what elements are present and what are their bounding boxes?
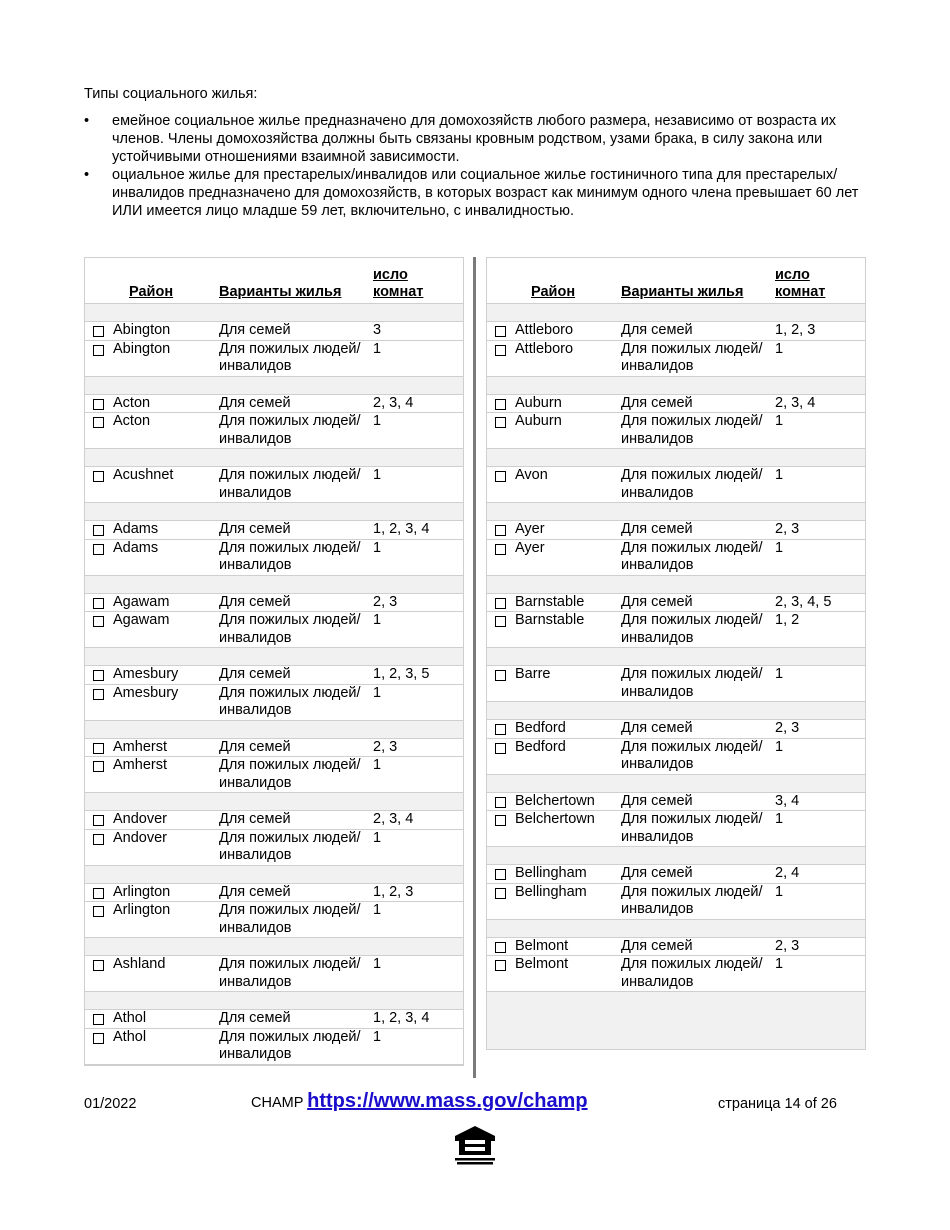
town-name: Bellingham — [515, 865, 587, 881]
district-cell — [487, 395, 621, 413]
table-row — [487, 739, 865, 775]
district-cell — [85, 341, 219, 376]
header-options: Варианты жилья — [219, 284, 342, 300]
town-name: Attleboro — [515, 340, 574, 357]
header-rooms: исло комнат — [373, 267, 424, 300]
district-cell — [487, 594, 621, 612]
table-row — [85, 685, 463, 721]
table-row — [487, 395, 865, 414]
rooms-cell: 1 — [775, 883, 784, 900]
district-cell — [85, 739, 219, 757]
row-spacer — [85, 866, 463, 884]
table-body-right — [487, 304, 865, 992]
checkbox[interactable] — [93, 399, 104, 410]
housing-type-cell: Для семей — [219, 666, 291, 682]
row-spacer — [85, 304, 463, 322]
rooms-cell: 1 — [373, 340, 382, 357]
housing-type-cell: Для пожилых людей/инвалидов — [621, 539, 763, 573]
housing-type-cell: Для семей — [219, 322, 291, 338]
rooms-cell: 2, 3, 4 — [373, 811, 414, 827]
table-row — [487, 938, 865, 957]
table-row — [85, 666, 463, 685]
district-cell — [487, 322, 621, 340]
housing-type-cell: Для пожилых людей/инвалидов — [621, 666, 763, 700]
table-row — [85, 540, 463, 576]
housing-type-cell: Для пожилых людей/инвалидов — [621, 738, 763, 772]
rooms-cell: 1 — [775, 811, 784, 827]
header-district: Район — [531, 284, 576, 300]
header-rooms: исло комнат — [775, 267, 826, 300]
checkbox[interactable] — [495, 525, 506, 536]
rooms-cell: 2, 3 — [373, 738, 398, 755]
district-cell — [85, 322, 219, 340]
rooms-cell: 1 — [373, 612, 382, 628]
checkbox[interactable] — [495, 345, 506, 356]
checkbox[interactable] — [495, 960, 506, 971]
checkbox[interactable] — [495, 616, 506, 627]
checkbox[interactable] — [93, 815, 104, 826]
checkbox[interactable] — [495, 815, 506, 826]
row-spacer — [487, 304, 865, 322]
housing-type-cell: Для семей — [621, 322, 693, 338]
champ-label: CHAMP — [251, 1095, 304, 1111]
column-divider — [473, 257, 476, 1078]
town-name: Belmont — [515, 956, 569, 972]
housing-type-cell: Для семей — [219, 883, 291, 900]
district-cell — [487, 865, 621, 883]
checkbox[interactable] — [495, 724, 506, 735]
table-row — [487, 594, 865, 613]
district-cell — [487, 612, 621, 647]
town-name: Andover — [113, 829, 168, 846]
rooms-cell: 1 — [775, 956, 784, 972]
district-cell — [487, 467, 621, 502]
table-row — [85, 757, 463, 793]
checkbox[interactable] — [93, 326, 104, 337]
housing-type-cell: Для пожилых людей/инвалидов — [621, 340, 763, 374]
table-row — [487, 666, 865, 702]
town-name: Acushnet — [113, 467, 174, 483]
district-cell — [85, 612, 219, 647]
checkbox[interactable] — [495, 417, 506, 428]
table-row — [85, 322, 463, 341]
rooms-cell: 1 — [373, 539, 382, 556]
table-row — [487, 793, 865, 812]
town-name: Bellingham — [515, 883, 587, 900]
housing-type-cell: Для пожилых людей/инвалидов — [219, 413, 361, 447]
checkbox[interactable] — [495, 869, 506, 880]
table-row — [85, 467, 463, 503]
row-spacer — [85, 377, 463, 395]
checkbox[interactable] — [495, 888, 506, 899]
checkbox[interactable] — [93, 417, 104, 428]
row-spacer — [487, 449, 865, 467]
row-spacer — [85, 648, 463, 666]
town-name: Amherst — [113, 738, 167, 755]
table-filler — [487, 992, 865, 1049]
town-name: Ayer — [515, 521, 545, 537]
town-name: Ayer — [515, 539, 545, 556]
district-cell — [85, 757, 219, 792]
town-name: Arlington — [113, 902, 171, 918]
housing-type-cell: Для семей — [219, 521, 291, 537]
district-cell — [85, 830, 219, 865]
housing-type-cell: Для семей — [219, 394, 291, 411]
bullet-elderly-housing: • оциальное жилье для престарелых/инвалидов или социальное жилье гостиничного типа для престарелых/инвалидов предназначено для домохозяйств, в которых возраст как минимум одного члена превышает 60 лет ИЛИ имеется лицо младше 59 лет, включительно, с инвалидностью. — [84, 166, 874, 220]
town-name: Barnstable — [515, 593, 585, 610]
row-spacer — [487, 576, 865, 594]
town-name: Agawam — [113, 593, 170, 610]
checkbox[interactable] — [495, 598, 506, 609]
table-row — [487, 612, 865, 648]
town-name: Attleboro — [515, 322, 574, 338]
table-row — [487, 865, 865, 884]
town-name: Abington — [113, 340, 171, 357]
town-name: Barre — [515, 666, 551, 682]
housing-type-cell: Для семей — [219, 811, 291, 827]
checkbox[interactable] — [93, 598, 104, 609]
checkbox[interactable] — [93, 834, 104, 845]
row-spacer — [487, 847, 865, 865]
district-cell — [487, 793, 621, 811]
town-name: Amesbury — [113, 666, 179, 682]
housing-type-cell: Для пожилых людей/инвалидов — [621, 612, 763, 646]
checkbox[interactable] — [93, 525, 104, 536]
rooms-cell: 2, 3 — [775, 720, 800, 736]
town-name: Avon — [515, 467, 548, 483]
footer-date: 01/2022 — [84, 1096, 137, 1112]
district-cell — [487, 938, 621, 956]
district-cell — [85, 521, 219, 539]
district-cell — [85, 666, 219, 684]
table-row — [85, 413, 463, 449]
housing-types-list — [84, 112, 874, 220]
district-cell — [487, 720, 621, 738]
district-cell — [487, 811, 621, 846]
table-row — [487, 956, 865, 992]
footer-champ — [251, 1090, 588, 1113]
header-district: Район — [129, 284, 174, 300]
checkbox[interactable] — [495, 670, 506, 681]
checkbox[interactable] — [93, 1033, 104, 1044]
rooms-cell: 1, 2, 3, 4 — [373, 521, 430, 537]
housing-type-cell: Для пожилых людей/инвалидов — [219, 956, 361, 990]
housing-type-cell: Для семей — [219, 738, 291, 755]
bullet-family-housing: • емейное социальное жилье предназначено для домохозяйств любого размера, независимо от возраста их членов. Члены домохозяйства должны быть связаны кровным родством, узами брака, в силу закона или устойчивыми отношениями взаимной зависимости. — [84, 112, 874, 166]
checkbox[interactable] — [495, 743, 506, 754]
row-spacer — [487, 377, 865, 395]
housing-type-cell: Для пожилых людей/инвалидов — [621, 956, 763, 990]
rooms-cell: 1 — [373, 902, 382, 918]
header-options: Варианты жилья — [621, 284, 744, 300]
rooms-cell: 1 — [775, 666, 784, 682]
table-row — [487, 341, 865, 377]
town-name: Belchertown — [515, 792, 595, 809]
district-cell — [85, 1029, 219, 1064]
rooms-cell: 1 — [373, 684, 382, 701]
town-name: Bedford — [515, 720, 566, 736]
town-name: Amherst — [113, 757, 167, 773]
district-cell — [487, 884, 621, 919]
housing-table-left — [84, 257, 464, 1066]
housing-type-cell: Для пожилых людей/инвалидов — [621, 467, 763, 501]
rooms-cell: 2, 3 — [775, 937, 800, 954]
row-spacer — [85, 576, 463, 594]
district-cell — [487, 341, 621, 376]
housing-table-right — [486, 257, 866, 1050]
table-header — [487, 258, 865, 304]
housing-type-cell: Для пожилых людей/инвалидов — [219, 467, 361, 501]
table-row — [487, 413, 865, 449]
town-name: Arlington — [113, 883, 171, 900]
rooms-cell: 1 — [373, 956, 382, 972]
checkbox[interactable] — [93, 743, 104, 754]
rooms-cell: 1, 2, 3 — [373, 883, 414, 900]
checkbox[interactable] — [93, 1014, 104, 1025]
table-row — [487, 720, 865, 739]
rooms-cell: 1 — [373, 413, 382, 429]
checkbox[interactable] — [93, 906, 104, 917]
checkbox[interactable] — [495, 471, 506, 482]
district-cell — [487, 666, 621, 701]
rooms-cell: 3 — [373, 322, 382, 338]
table-row — [85, 956, 463, 992]
table-row — [85, 739, 463, 758]
row-spacer — [487, 503, 865, 521]
table-row — [85, 395, 463, 414]
rooms-cell: 2, 3 — [775, 521, 800, 537]
housing-type-cell: Для семей — [621, 394, 693, 411]
table-header — [85, 258, 463, 304]
town-name: Ashland — [113, 956, 166, 972]
row-spacer — [85, 992, 463, 1010]
town-name: Adams — [113, 521, 159, 537]
housing-type-cell: Для пожилых людей/инвалидов — [219, 1028, 361, 1062]
housing-type-cell: Для семей — [621, 937, 693, 954]
page-number: страница 14 of 26 — [718, 1096, 837, 1112]
housing-type-cell: Для пожилых людей/инвалидов — [219, 684, 361, 718]
table-row — [85, 521, 463, 540]
housing-type-cell: Для семей — [621, 593, 693, 610]
table-row — [85, 341, 463, 377]
town-name: Andover — [113, 811, 168, 827]
district-cell — [85, 1010, 219, 1028]
housing-type-cell: Для пожилых людей/инвалидов — [219, 829, 361, 863]
rooms-cell: 1 — [373, 829, 382, 846]
town-name: Auburn — [515, 413, 562, 429]
checkbox[interactable] — [93, 345, 104, 356]
table-row — [85, 884, 463, 903]
district-cell — [487, 956, 621, 991]
rooms-cell: 1 — [373, 467, 382, 483]
rooms-cell: 1, 2, 3, 5 — [373, 666, 430, 682]
table-row — [85, 902, 463, 938]
district-cell — [487, 521, 621, 539]
rooms-cell: 1 — [373, 1028, 382, 1045]
town-name: Belmont — [515, 937, 569, 954]
town-name: Acton — [113, 413, 151, 429]
district-cell — [85, 884, 219, 902]
rooms-cell: 1 — [373, 757, 382, 773]
housing-type-cell: Для семей — [621, 720, 693, 736]
table-row — [85, 811, 463, 830]
district-cell — [487, 413, 621, 448]
row-spacer — [85, 721, 463, 739]
table-body-left — [85, 304, 463, 1065]
rooms-cell: 1, 2, 3, 4 — [373, 1010, 430, 1026]
checkbox[interactable] — [495, 797, 506, 808]
row-spacer — [487, 702, 865, 720]
rooms-cell: 2, 3, 4 — [775, 394, 816, 411]
town-name: Adams — [113, 539, 159, 556]
district-cell — [85, 395, 219, 413]
checkbox[interactable] — [93, 471, 104, 482]
checkbox[interactable] — [93, 689, 104, 700]
district-cell — [85, 956, 219, 991]
rooms-cell: 2, 3, 4, 5 — [775, 593, 832, 610]
housing-type-cell: Для семей — [621, 865, 693, 881]
table-row — [85, 594, 463, 613]
town-name: Barnstable — [515, 612, 585, 628]
checkbox[interactable] — [495, 544, 506, 555]
housing-type-cell: Для пожилых людей/инвалидов — [621, 413, 763, 447]
rooms-cell: 1 — [775, 340, 784, 357]
intro-section — [84, 85, 874, 220]
district-cell — [85, 413, 219, 448]
town-name: Belchertown — [515, 811, 595, 827]
district-cell — [85, 685, 219, 720]
row-spacer — [85, 793, 463, 811]
table-row — [85, 612, 463, 648]
equal-housing-opportunity-logo-icon — [451, 1124, 499, 1166]
table-row — [487, 322, 865, 341]
housing-type-cell: Для пожилых людей/инвалидов — [621, 811, 763, 845]
housing-type-cell: Для пожилых людей/инвалидов — [219, 757, 361, 791]
housing-type-cell: Для пожилых людей/инвалидов — [219, 902, 361, 936]
checkbox[interactable] — [93, 670, 104, 681]
housing-type-cell: Для пожилых людей/инвалидов — [621, 883, 763, 917]
intro-title: Типы социального жилья: — [84, 86, 258, 102]
town-name: Acton — [113, 394, 151, 411]
checkbox[interactable] — [93, 616, 104, 627]
rooms-cell: 3, 4 — [775, 792, 800, 809]
town-name: Abington — [113, 322, 171, 338]
town-name: Athol — [113, 1010, 147, 1026]
district-cell — [85, 540, 219, 575]
row-spacer — [85, 938, 463, 956]
rooms-cell: 1, 2 — [775, 612, 800, 628]
rooms-cell: 1 — [775, 413, 784, 429]
table-row — [487, 540, 865, 576]
row-spacer — [85, 449, 463, 467]
rooms-cell: 1, 2, 3 — [775, 322, 816, 338]
housing-type-cell: Для пожилых людей/инвалидов — [219, 340, 361, 374]
champ-link[interactable]: https://www.mass.gov/champ — [307, 1090, 588, 1112]
district-cell — [487, 540, 621, 575]
rooms-cell: 1 — [775, 467, 784, 483]
rooms-cell: 1 — [775, 539, 784, 556]
housing-type-cell: Для пожилых людей/инвалидов — [219, 612, 361, 646]
checkbox[interactable] — [495, 326, 506, 337]
housing-type-cell: Для семей — [621, 521, 693, 537]
town-name: Bedford — [515, 738, 566, 755]
table-row — [85, 1010, 463, 1029]
table-row — [487, 467, 865, 503]
district-cell — [85, 811, 219, 829]
district-cell — [85, 902, 219, 937]
town-name: Agawam — [113, 612, 170, 628]
housing-type-cell: Для семей — [219, 593, 291, 610]
row-spacer — [487, 775, 865, 793]
table-row — [85, 1029, 463, 1065]
housing-type-cell: Для пожилых людей/инвалидов — [219, 539, 361, 573]
row-spacer — [85, 503, 463, 521]
checkbox[interactable] — [93, 960, 104, 971]
rooms-cell: 2, 3 — [373, 593, 398, 610]
district-cell — [487, 739, 621, 774]
rooms-cell: 1 — [775, 738, 784, 755]
town-name: Amesbury — [113, 684, 179, 701]
district-cell — [85, 467, 219, 502]
checkbox[interactable] — [93, 888, 104, 899]
housing-type-cell: Для семей — [621, 792, 693, 809]
row-spacer — [487, 920, 865, 938]
district-cell — [85, 594, 219, 612]
housing-type-cell: Для семей — [219, 1010, 291, 1026]
table-row — [85, 830, 463, 866]
rooms-cell: 2, 3, 4 — [373, 394, 414, 411]
town-name: Athol — [113, 1028, 147, 1045]
checkbox[interactable] — [93, 761, 104, 772]
town-name: Auburn — [515, 394, 562, 411]
table-row — [487, 521, 865, 540]
checkbox[interactable] — [93, 544, 104, 555]
checkbox[interactable] — [495, 399, 506, 410]
row-spacer — [487, 648, 865, 666]
table-row — [487, 811, 865, 847]
table-row — [487, 884, 865, 920]
rooms-cell: 2, 4 — [775, 865, 800, 881]
checkbox[interactable] — [495, 942, 506, 953]
